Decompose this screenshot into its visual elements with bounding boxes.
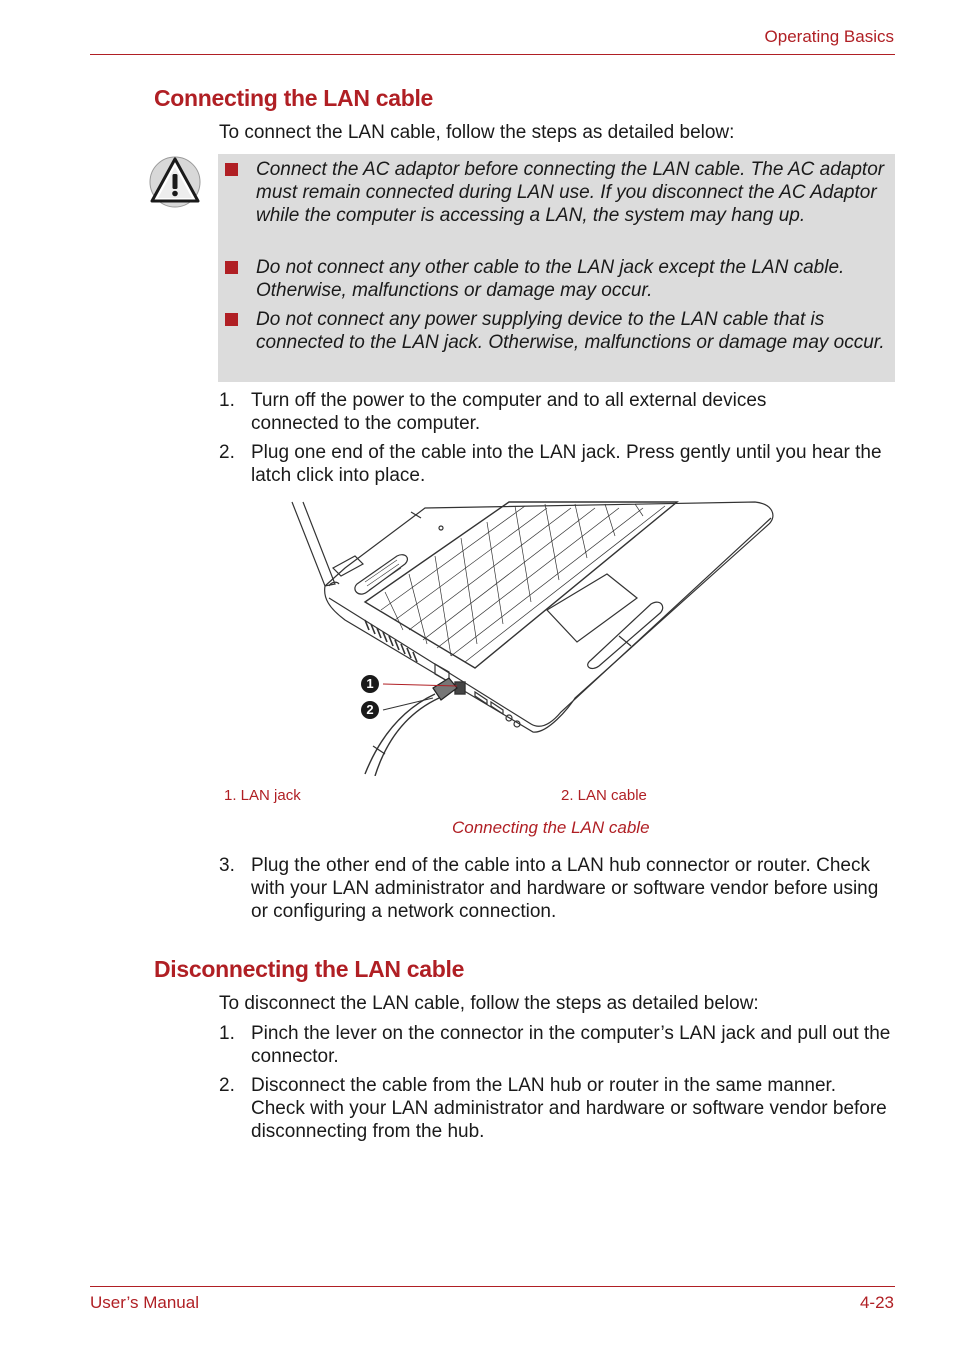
step-text: Pinch the lever on the connector in the computer’s LAN jack and pull out the connector. (251, 1023, 891, 1067)
callout-marker-1: 1 (361, 675, 379, 693)
section-intro-connecting: To connect the LAN cable, follow the steps as detailed below: (219, 122, 735, 143)
step-text: Plug one end of the cable into the LAN jack. Press gently until you hear the latch click into place. (251, 442, 882, 486)
figure-label-lan-cable: 2. LAN cable (561, 787, 647, 804)
warning-triangle-icon (148, 155, 202, 209)
footer-manual-title: User’s Manual (90, 1293, 199, 1312)
footer-rule (90, 1286, 895, 1287)
warning-text: Connect the AC adaptor before connecting the LAN cable. The AC adaptor must remain connected during LAN use. If you disconnect the AC Adaptor while the computer is accessing a LAN, the system may hang up. (256, 159, 885, 226)
step-text: Plug the other end of the cable into a LAN hub connector or router. Check with your LAN administrator and hardware or software vendor before using or configuring a network connection. (251, 855, 879, 922)
callout-marker-2: 2 (361, 701, 379, 719)
figure-caption: Connecting the LAN cable (452, 818, 650, 837)
warning-note-box (218, 154, 895, 382)
step-text: Disconnect the cable from the LAN hub or router in the same manner. Check with your LAN administrator and hardware or software vendor before disconnecting from the hub. (251, 1075, 887, 1142)
warning-text: Do not connect any power supplying device to the LAN cable that is connected to the LAN jack. Otherwise, malfunctions or damage may occur. (256, 309, 885, 353)
red-square-bullet-icon (225, 313, 238, 326)
step-number: 1. (219, 390, 235, 411)
figure-label-lan-jack: 1. LAN jack (224, 787, 301, 804)
section-heading-disconnecting: Disconnecting the LAN cable (154, 956, 465, 982)
step-text: Turn off the power to the computer and to all external devices connected to the computer. (251, 390, 767, 434)
step-number: 1. (219, 1023, 235, 1044)
step-number: 2. (219, 1075, 235, 1096)
header-rule (90, 54, 895, 55)
running-header: Operating Basics (764, 27, 894, 46)
step-number: 2. (219, 442, 235, 463)
warning-text: Do not connect any other cable to the LAN jack except the LAN cable. Otherwise, malfunctions or damage may occur. (256, 257, 845, 301)
red-square-bullet-icon (225, 261, 238, 274)
page-number: 4-23 (859, 1293, 894, 1312)
laptop-lan-illustration (285, 498, 785, 776)
section-heading-connecting: Connecting the LAN cable (154, 85, 434, 111)
step-number: 3. (219, 855, 235, 876)
red-square-bullet-icon (225, 163, 238, 176)
section-intro-disconnecting: To disconnect the LAN cable, follow the steps as detailed below: (219, 993, 759, 1014)
